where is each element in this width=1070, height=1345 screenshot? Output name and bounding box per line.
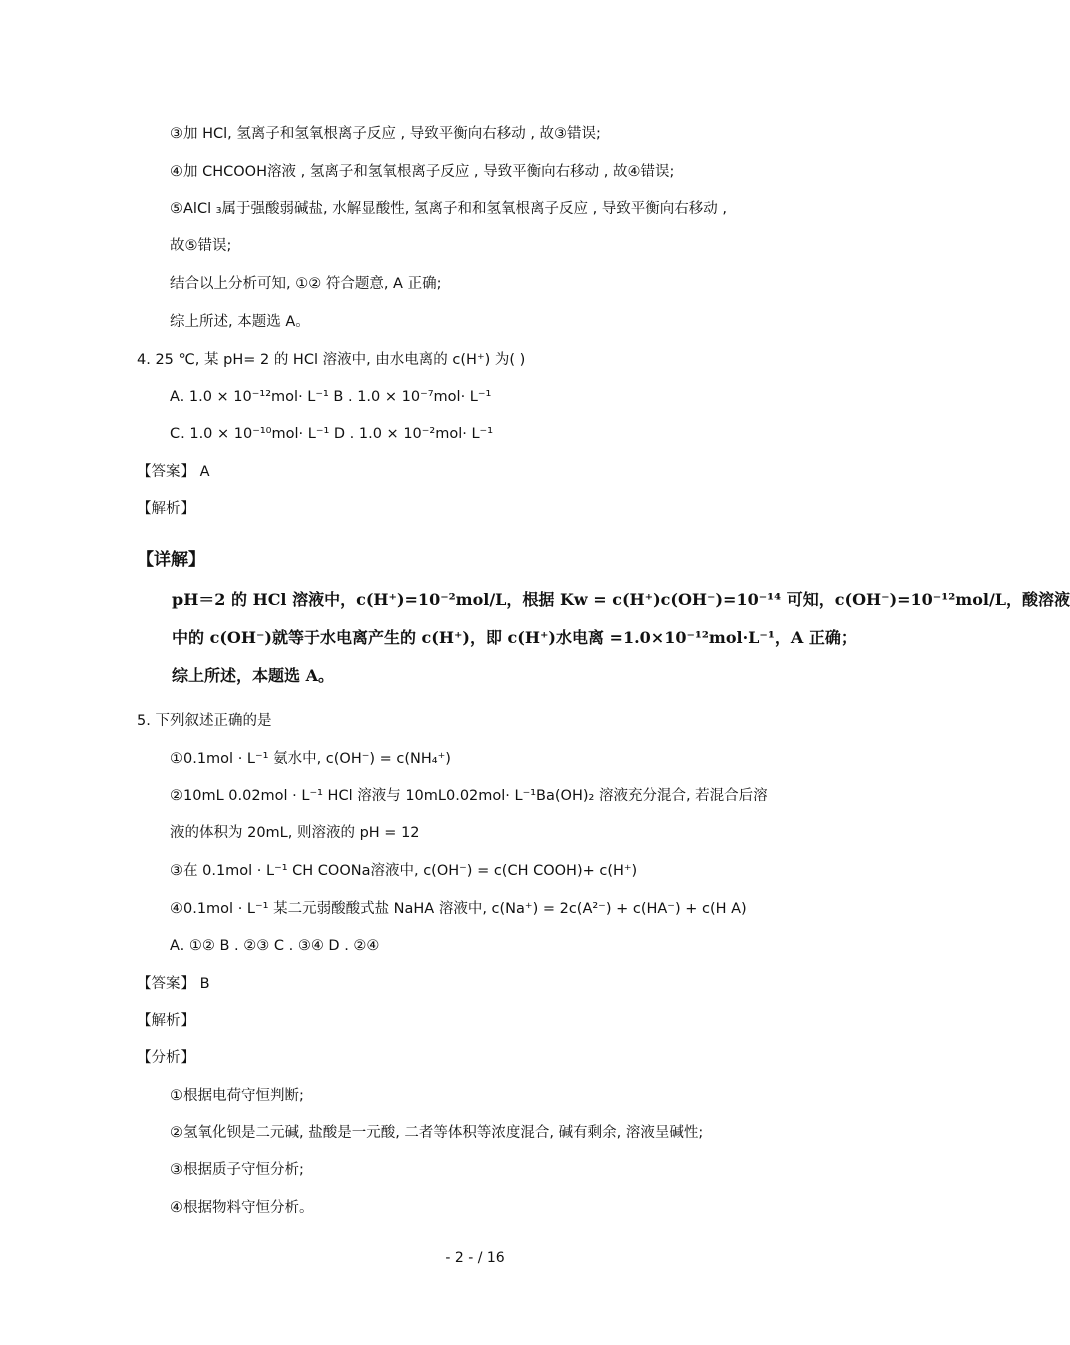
analysis-line: ④根据物料守恒分析。 [170,1200,314,1216]
option-line: ①0.1mol · L⁻¹ 氨水中, c(OH⁻) = c(NH₄⁺) [170,751,451,767]
answer-label: 【答案】 A [137,464,210,480]
analysis-label: 【解析】 [137,501,195,517]
text-line: 综上所述, 本题选 A。 [170,314,310,330]
text-line: ④加 CHCOOH溶液 , 氢离子和氢氧根离子反应 , 导致平衡向右移动 , 故④错误; [170,164,675,180]
option-line: ④0.1mol · L⁻¹ 某二元弱酸酸式盐 NaHA 溶液中, c(Na⁺) = 2c(A²⁻) + c(HA⁻) + c(H A) [170,901,747,917]
page-number: - 2 - / 16 [445,1250,505,1266]
text-line: 故⑤错误; [170,238,232,254]
text-line: ③加 HCl, 氢离子和氢氧根离子反应 , 导致平衡向右移动 , 故③错误; [170,126,601,142]
option-line: 液的体积为 20mL, 则溶液的 pH = 12 [170,825,420,841]
analysis-label: 【解析】 [137,1013,195,1029]
answer-label: 【答案】 B [137,976,210,992]
text-line: ⑤AlCl ₃属于强酸弱碱盐, 水解显酸性, 氢离子和和氢氧根离子反应 , 导致平衡向右移动 , [170,201,728,217]
analysis-line: ①根据电荷守恒判断; [170,1088,304,1104]
choice-line: A. ①② B . ②③ C . ③④ D . ②④ [170,938,380,954]
choice-line: A. 1.0 × 10⁻¹²mol· L⁻¹ B . 1.0 × 10⁻⁷mol· L⁻¹ [170,389,492,405]
analysis-heading: 【分析】 [137,1050,195,1066]
option-line: ③在 0.1mol · L⁻¹ CH COONa溶液中, c(OH⁻) = c(CH COOH)+ c(H⁺) [170,863,638,879]
detail-line: pH＝2 的 HCl 溶液中，c(H⁺)=10⁻²mol/L，根据 Kw = c(H⁺)c(OH⁻)=10⁻¹⁴ 可知，c(OH⁻)=10⁻¹²mol/L，酸溶液 [172,590,1070,609]
detail-line: 中的 c(OH⁻)就等于水电离产生的 c(H⁺)，即 c(H⁺)水电离 =1.0×10⁻¹²mol·L⁻¹，A 正确； [172,628,857,647]
detail-heading: 【详解】 [137,550,205,570]
choice-line: C. 1.0 × 10⁻¹⁰mol· L⁻¹ D . 1.0 × 10⁻²mol· L⁻¹ [170,426,494,442]
question-4: 4. 25 ℃, 某 pH= 2 的 HCl 溶液中, 由水电离的 c(H⁺) 为( ) [137,352,526,368]
question-5: 5. 下列叙述正确的是 [137,713,272,729]
analysis-line: ③根据质子守恒分析; [170,1162,304,1178]
analysis-line: ②氢氧化钡是二元碱, 盐酸是一元酸, 二者等体积等浓度混合, 碱有剩余, 溶液呈碱性; [170,1125,704,1141]
option-line: ②10mL 0.02mol · L⁻¹ HCl 溶液与 10mL0.02mol· L⁻¹Ba(OH)₂ 溶液充分混合, 若混合后溶 [170,788,768,804]
text-line: 结合以上分析可知, ①② 符合题意, A 正确; [170,276,442,292]
detail-line: 综上所述，本题选 A。 [172,666,334,685]
